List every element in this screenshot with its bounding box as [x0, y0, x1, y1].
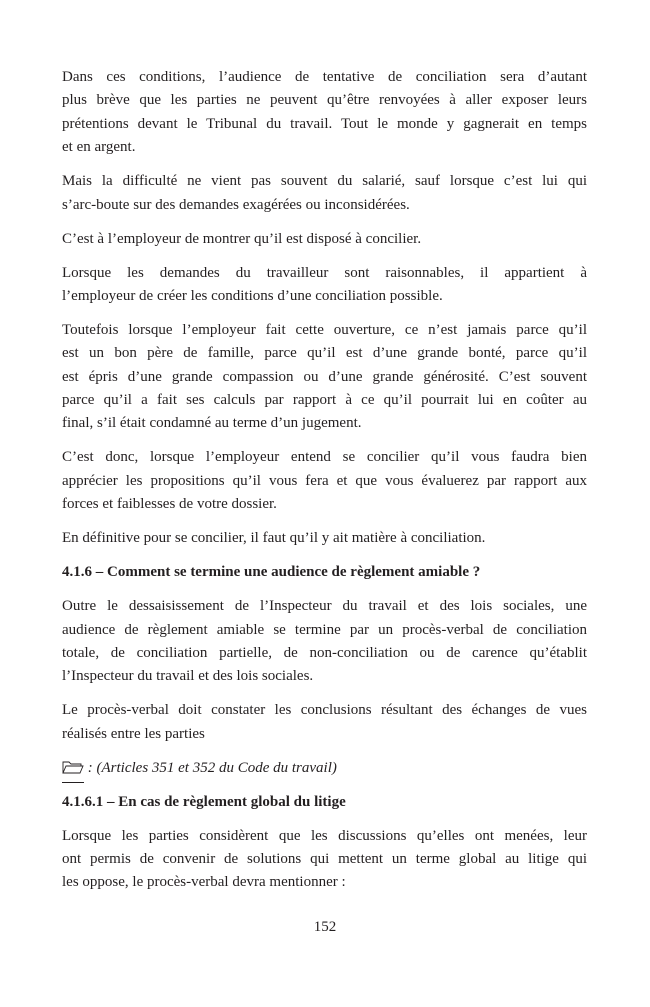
text-line: est épris d’une grande compassion ou d’une grande générosité. C’est souvent — [62, 368, 587, 385]
paragraph — [62, 319, 587, 436]
text-line: Le procès-verbal doit constater les conclusions résultant des échanges de vues — [62, 702, 587, 719]
paragraph — [62, 699, 587, 746]
text-line: Outre le dessaisissement de l’Inspecteur du travail et des lois sociales, une — [62, 598, 587, 615]
text-line: s’arc-boute sur des demandes exagérées ou inconsidérées. — [62, 196, 410, 213]
folder-icon — [62, 759, 84, 783]
text-line: ont permis de convenir de solutions qui mettent un terme global au litige qui — [62, 851, 587, 868]
text-line: apprécier les propositions qu’il vous fera et que vous évaluerez par rapport aux — [62, 472, 587, 489]
text-line: forces et faiblesses de votre dossier. — [62, 496, 277, 513]
text-line: final, s’il était condamné au terme d’un jugement. — [62, 415, 362, 432]
text-line: Lorsque les parties considèrent que les discussions qu’elles ont menées, leur — [62, 827, 587, 844]
text-line: Dans ces conditions, l’audience de tentative de conciliation sera d’autant — [62, 69, 587, 85]
section-heading: 4.1.6.1 – En cas de règlement global du litige — [62, 793, 346, 810]
text-line: C’est donc, lorsque l’employeur entend se concilier qu’il vous faudra bien — [62, 449, 587, 466]
text-line: l’employeur de créer les conditions d’une conciliation possible. — [62, 287, 443, 304]
section-heading: 4.1.6 – Comment se termine une audience de règlement amiable ? — [62, 564, 481, 581]
paragraph — [62, 66, 587, 160]
text-line: C’est à l’employeur de montrer qu’il est disposé à concilier. — [62, 230, 422, 247]
text-line: totale, de conciliation partielle, de non-conciliation ou de carence qu’établit — [62, 644, 587, 661]
text-line: En définitive pour se concilier, il faut qu’il y ait matière à conciliation. — [62, 530, 486, 547]
reference-text: (Articles 351 et 352 du Code du travail) — [92, 759, 337, 776]
legal-reference — [62, 757, 587, 780]
text-line: est un bon père de famille, parce qu’il est d’une grande bonté, parce qu’il — [62, 345, 587, 362]
text-line: les oppose, le procès-verbal devra mentionner : — [62, 874, 346, 891]
text-line: réalisés entre les parties — [62, 725, 205, 742]
paragraph — [62, 595, 587, 689]
text-line: Mais la difficulté ne vient pas souvent du salarié, sauf lorsque c’est lui qui — [62, 173, 587, 190]
text-line: plus brève que les parties ne peuvent qu’être renvoyées à aller exposer leurs — [62, 92, 587, 109]
text-line: l’Inspecteur du travail et des lois sociales. — [62, 668, 314, 685]
document-page — [62, 66, 587, 905]
text-line: audience de règlement amiable se termine par un procès-verbal de conciliation — [62, 621, 587, 638]
paragraph — [62, 446, 587, 516]
text-line: Lorsque les demandes du travailleur sont raisonnables, il appartient à — [62, 264, 587, 281]
paragraph — [62, 262, 587, 309]
paragraph — [62, 228, 587, 251]
page-number: 152 — [313, 919, 337, 935]
paragraph — [62, 170, 587, 217]
paragraph — [62, 527, 587, 550]
text-line: Toutefois lorsque l’employeur fait cette ouverture, ce n’est jamais parce qu’il — [62, 321, 587, 338]
text-line: parce qu’il a fait ses calculs par rapport à ce qu’il pourrait lui en coûter au — [62, 392, 587, 409]
text-line: prétentions devant le Tribunal du travail. Tout le monde y gagnerait en temps — [62, 115, 587, 132]
text-line: et en argent. — [62, 139, 136, 156]
reference-separator: : — [84, 759, 93, 776]
paragraph — [62, 825, 587, 895]
